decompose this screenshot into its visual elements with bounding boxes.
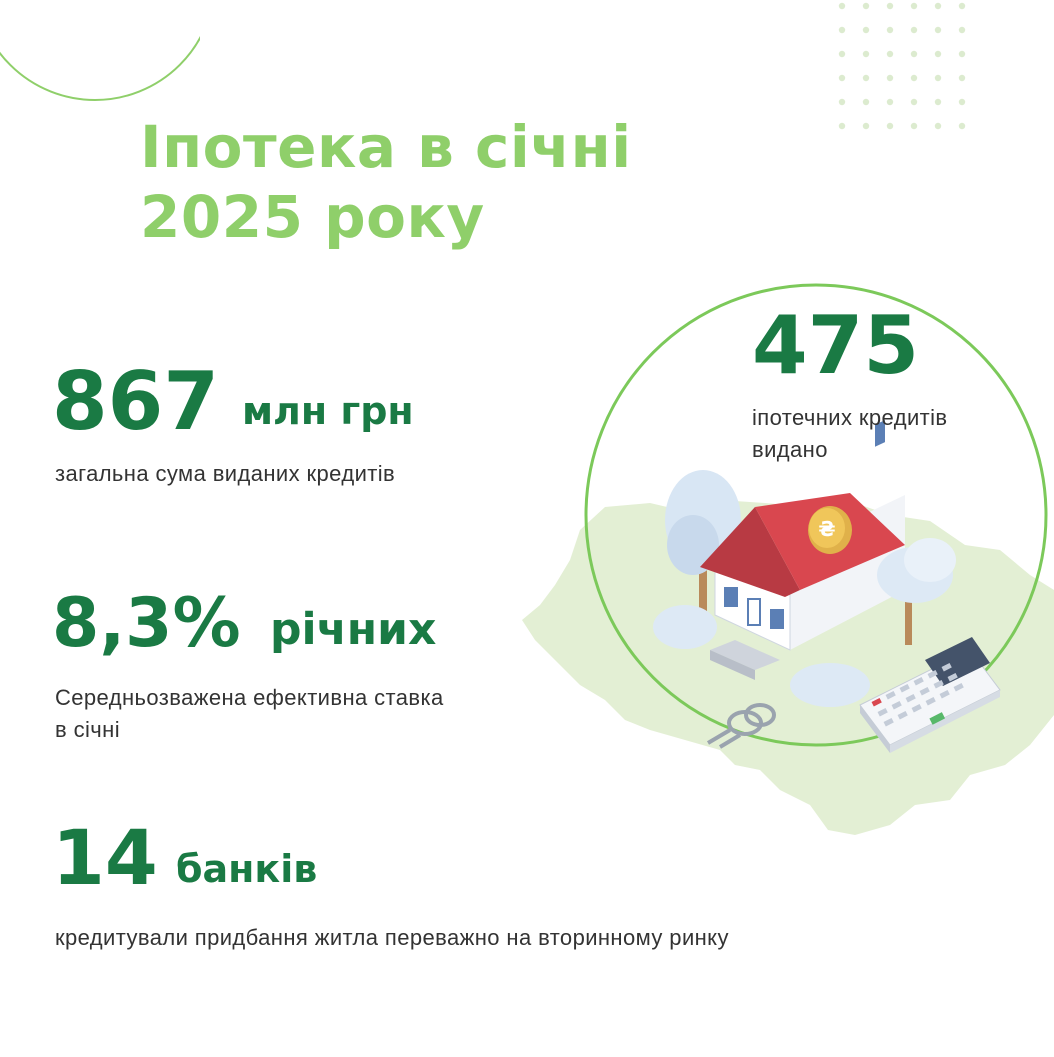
title-line-1: Іпотека в січні	[140, 113, 632, 181]
decor-dot	[863, 99, 869, 105]
total-amount-unit: млн грн	[242, 389, 414, 433]
decor-circle-top-left	[0, 0, 200, 110]
decor-dot	[887, 99, 893, 105]
decor-dot	[839, 3, 845, 9]
page-title	[140, 112, 632, 252]
decor-dot	[839, 51, 845, 57]
total-amount-description: загальна сума виданих кредитів	[55, 461, 396, 486]
loans-count-description	[752, 402, 948, 466]
decor-dot	[863, 75, 869, 81]
total-amount-value: 867	[52, 355, 219, 448]
decor-dot	[911, 123, 917, 129]
decor-dot	[911, 75, 917, 81]
decor-dot	[839, 75, 845, 81]
decor-dot	[887, 75, 893, 81]
decor-dot	[911, 27, 917, 33]
decor-dot	[863, 123, 869, 129]
rate-desc-line-2: в січні	[55, 717, 120, 742]
decor-dot	[935, 3, 941, 9]
decor-dot	[935, 75, 941, 81]
decor-dot	[935, 99, 941, 105]
decor-dot	[839, 27, 845, 33]
rate-description	[55, 682, 444, 746]
decor-dot	[863, 3, 869, 9]
coin-icon	[808, 506, 852, 554]
decor-dot	[887, 51, 893, 57]
decor-dot	[959, 75, 965, 81]
decor-dot	[935, 51, 941, 57]
decor-dot	[959, 51, 965, 57]
banks-description: кредитували придбання житла переважно на вторинному ринку	[55, 925, 729, 950]
coin-symbol: ₴	[818, 517, 836, 541]
banks-value: 14	[52, 813, 158, 902]
rate-value: 8,3%	[52, 584, 241, 663]
decor-dot	[887, 123, 893, 129]
loans-desc-line-1: іпотечних кредитів	[752, 405, 948, 430]
rate-unit: річних	[270, 604, 437, 655]
loans-desc-line-2: видано	[752, 437, 828, 462]
title-line-2: 2025 року	[140, 183, 485, 251]
decor-dot	[959, 3, 965, 9]
decor-dot	[839, 123, 845, 129]
decor-dot	[887, 27, 893, 33]
decor-dot	[839, 99, 845, 105]
decor-dot	[911, 99, 917, 105]
decor-dot	[887, 3, 893, 9]
rate-desc-line-1: Середньозважена ефективна ставка	[55, 685, 444, 710]
loans-count-value: 475	[752, 299, 919, 392]
decor-dot	[959, 99, 965, 105]
decor-dot	[935, 123, 941, 129]
decor-dot	[911, 51, 917, 57]
decor-dot	[935, 27, 941, 33]
decor-dot-grid	[836, 0, 966, 150]
decor-dot	[959, 123, 965, 129]
decor-dot	[863, 27, 869, 33]
decor-dot	[863, 51, 869, 57]
decor-dot	[911, 3, 917, 9]
decor-dot	[959, 27, 965, 33]
banks-unit: банків	[176, 847, 318, 891]
